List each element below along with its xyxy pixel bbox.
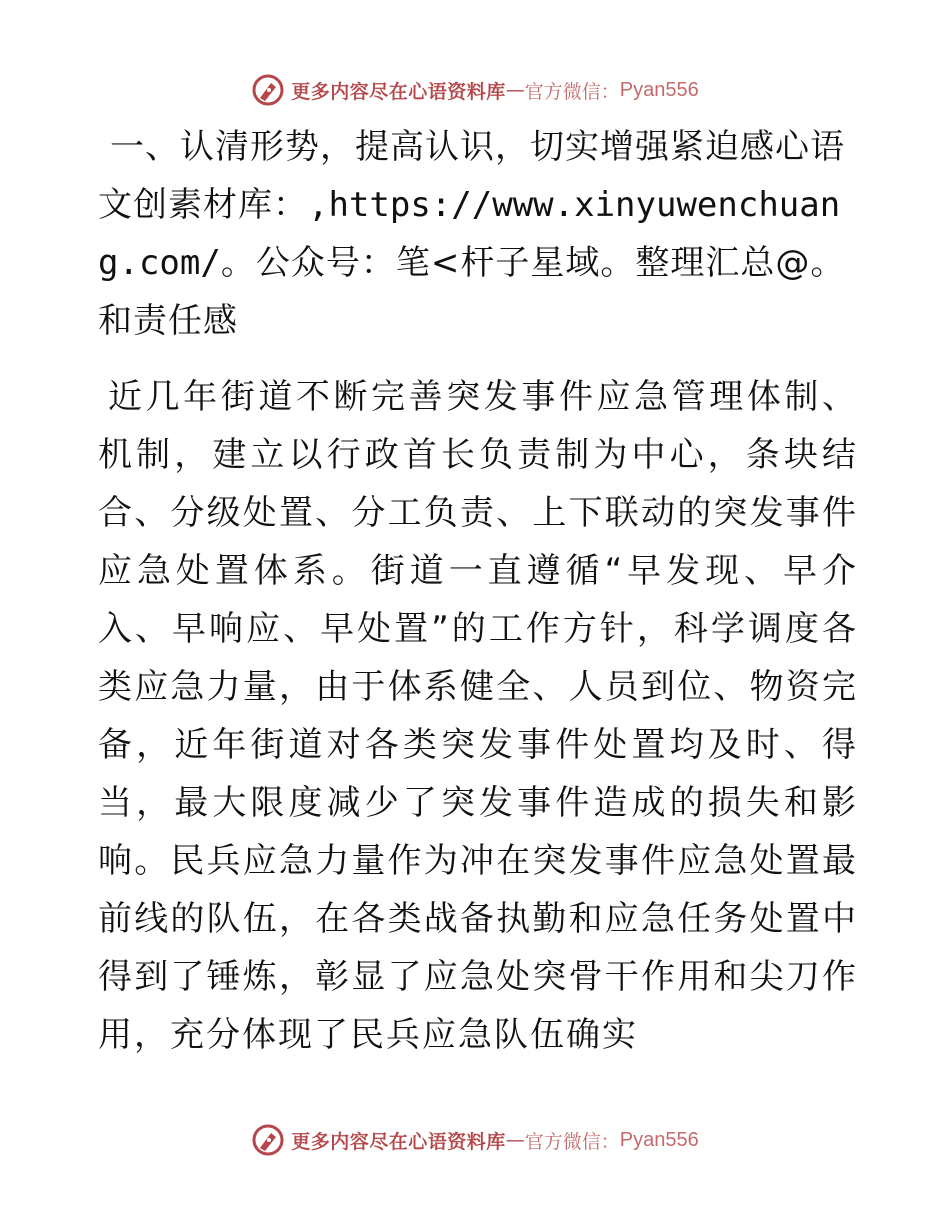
heading-text: 一、认清形势，提高认识，切实增强紧迫感心语文创素材库：	[98, 127, 845, 225]
footer-banner	[0, 1120, 950, 1160]
banner-wechat-id: Pyan556	[619, 1128, 699, 1151]
banner-official-label: 官方微信：	[524, 1130, 620, 1153]
banner-dash: —	[505, 1129, 525, 1151]
banner-brand-text: 更多内容尽在心语资料库	[291, 80, 506, 103]
header-banner	[0, 70, 950, 110]
banner-brand-text: 更多内容尽在心语资料库	[291, 1130, 506, 1153]
heading-tail: 。公众号：笔<杆子星域。整理汇总@。和责任感	[98, 243, 846, 341]
banner-dash: —	[505, 79, 525, 101]
pen-nib-icon	[251, 1123, 285, 1157]
pen-nib-icon	[251, 73, 285, 107]
paragraph-text: 近几年街道不断完善突发事件应急管理体制、机制，建立以行政首长负责制为中心，条块结合、分级处置、分工负责、上下联动的突发事件应急处置体系。街道一直遵循“早发现、早介入、早响应、早处置”的工作方针，科学调度各类应急力量，由于体系健全、人员到位、物资完备，近年街道对各类突发事件处置均及时、得当，最大限度减少了突发事件造成的损失和影响。民兵应急力量作为冲在突发事件应急处置最前线的队伍，在各类战备执勤和应急任务处置中得到了锤炼，彰显了应急处突骨干作用和尖刀作用，充分体现了民兵应急队伍确实	[98, 377, 858, 1055]
section-heading	[98, 118, 858, 350]
heading-url: ,https://www.xinyuwenchuang.com/	[98, 185, 841, 283]
body-paragraph	[98, 368, 858, 1064]
banner-official-label: 官方微信：	[524, 80, 620, 103]
document-body	[98, 118, 858, 1064]
banner-wechat-id: Pyan556	[619, 78, 699, 101]
